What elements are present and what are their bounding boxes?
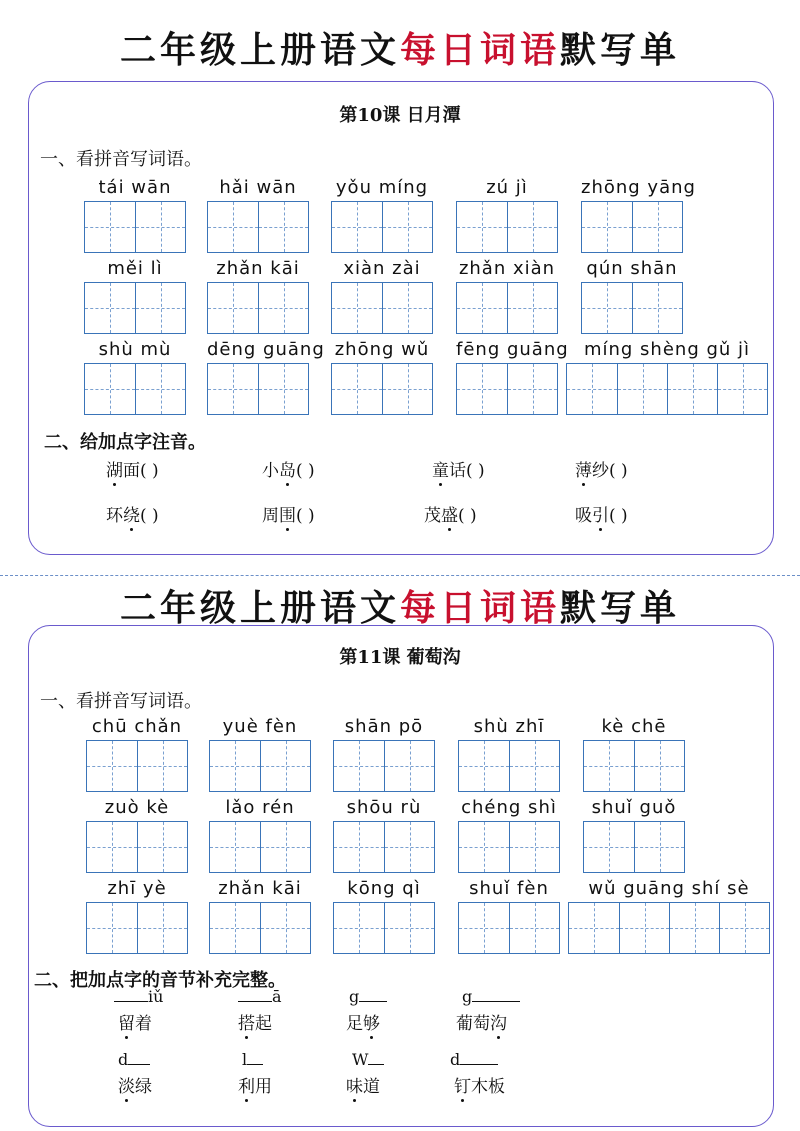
pinyin-word: zhōng yāng bbox=[581, 177, 683, 257]
annotation-item: 茂盛( ) bbox=[424, 501, 477, 526]
writing-grid[interactable] bbox=[207, 282, 309, 334]
annotation-item: 搭起 bbox=[238, 1009, 272, 1034]
pinyin-word: chū chǎn bbox=[86, 716, 188, 796]
writing-grid[interactable] bbox=[458, 902, 560, 954]
writing-grid[interactable] bbox=[333, 740, 435, 792]
writing-grid[interactable] bbox=[209, 821, 311, 873]
writing-grid[interactable] bbox=[568, 902, 770, 954]
pinyin-word: chéng shì bbox=[458, 797, 560, 877]
writing-grid[interactable] bbox=[84, 282, 186, 334]
cut-line-divider bbox=[0, 575, 800, 576]
pinyin-word: shuǐ fèn bbox=[458, 878, 560, 958]
pinyin-word: qún shān bbox=[581, 258, 683, 338]
pinyin-word: zhǎn kāi bbox=[207, 258, 309, 338]
syllable-hint[interactable]: g bbox=[462, 987, 520, 1006]
writing-grid[interactable] bbox=[86, 821, 188, 873]
pinyin-word: yǒu míng bbox=[331, 177, 433, 257]
writing-grid[interactable] bbox=[209, 740, 311, 792]
pinyin-word: fēng guāng bbox=[456, 339, 558, 419]
writing-grid[interactable] bbox=[333, 821, 435, 873]
annotation-item: 环绕( ) bbox=[106, 501, 159, 526]
pinyin-word: míng shèng gǔ jì bbox=[566, 339, 768, 419]
pinyin-word: shān pō bbox=[333, 716, 435, 796]
writing-grid[interactable] bbox=[566, 363, 768, 415]
syllable-hint[interactable]: iǔ bbox=[114, 987, 163, 1006]
pinyin-word: kōng qì bbox=[333, 878, 435, 958]
pinyin-word: hǎi wān bbox=[207, 177, 309, 257]
writing-grid[interactable] bbox=[581, 201, 683, 253]
annotation-item: 童话( ) bbox=[432, 456, 485, 481]
writing-grid[interactable] bbox=[333, 902, 435, 954]
writing-grid[interactable] bbox=[209, 902, 311, 954]
annotation-item: 薄纱( ) bbox=[575, 456, 628, 481]
pinyin-word: dēng guāng bbox=[207, 339, 309, 419]
annotation-item: 留着 bbox=[118, 1009, 152, 1034]
writing-grid[interactable] bbox=[86, 740, 188, 792]
syllable-hint[interactable]: ā bbox=[238, 987, 282, 1006]
lesson-title: 第11课 葡萄沟 bbox=[339, 647, 461, 668]
writing-grid[interactable] bbox=[456, 363, 558, 415]
annotation-item: 吸引( ) bbox=[575, 501, 628, 526]
writing-grid[interactable] bbox=[331, 282, 433, 334]
pinyin-word: zhǎn xiàn bbox=[456, 258, 558, 338]
writing-grid[interactable] bbox=[84, 201, 186, 253]
pinyin-word: měi lì bbox=[84, 258, 186, 338]
pinyin-word: zhī yè bbox=[86, 878, 188, 958]
pinyin-word: zhǎn kāi bbox=[209, 878, 311, 958]
pinyin-word: shuǐ guǒ bbox=[583, 797, 685, 877]
annotation-item: 味道 bbox=[346, 1072, 380, 1097]
writing-grid[interactable] bbox=[331, 363, 433, 415]
syllable-hint[interactable]: d bbox=[118, 1050, 150, 1069]
writing-grid[interactable] bbox=[458, 740, 560, 792]
pinyin-word: shōu rù bbox=[333, 797, 435, 877]
pinyin-word: kè chē bbox=[583, 716, 685, 796]
annotation-item: 小岛( ) bbox=[262, 456, 315, 481]
section-heading: 二、给加点字注音。 bbox=[44, 432, 206, 453]
pinyin-word: xiàn zài bbox=[331, 258, 433, 338]
pinyin-word: lǎo rén bbox=[209, 797, 311, 877]
writing-grid[interactable] bbox=[86, 902, 188, 954]
pinyin-word: zhōng wǔ bbox=[331, 339, 433, 419]
pinyin-word: tái wān bbox=[84, 177, 186, 257]
syllable-hint[interactable]: W bbox=[352, 1050, 384, 1069]
pinyin-word: shù mù bbox=[84, 339, 186, 419]
sheet-title: 二年级上册语文每日词语默写单 bbox=[119, 29, 681, 71]
writing-grid[interactable] bbox=[583, 740, 685, 792]
writing-grid[interactable] bbox=[456, 282, 558, 334]
annotation-item: 足够 bbox=[346, 1009, 380, 1034]
section-heading: 一、看拼音写词语。 bbox=[40, 149, 202, 170]
section-heading: 一、看拼音写词语。 bbox=[40, 691, 202, 712]
pinyin-word: zuò kè bbox=[86, 797, 188, 877]
writing-grid[interactable] bbox=[583, 821, 685, 873]
writing-grid[interactable] bbox=[458, 821, 560, 873]
pinyin-word: wǔ guāng shí sè bbox=[568, 878, 770, 958]
pinyin-word: shù zhī bbox=[458, 716, 560, 796]
syllable-hint[interactable]: l bbox=[242, 1050, 263, 1069]
writing-grid[interactable] bbox=[581, 282, 683, 334]
writing-grid[interactable] bbox=[456, 201, 558, 253]
pinyin-word: zú jì bbox=[456, 177, 558, 257]
writing-grid[interactable] bbox=[207, 201, 309, 253]
annotation-item: 湖面( ) bbox=[106, 456, 159, 481]
annotation-item: 利用 bbox=[238, 1072, 272, 1097]
syllable-hint[interactable]: d bbox=[450, 1050, 498, 1069]
annotation-item: 淡绿 bbox=[118, 1072, 152, 1097]
lesson-title: 第10课 日月潭 bbox=[339, 105, 461, 126]
annotation-item: 周围( ) bbox=[262, 501, 315, 526]
syllable-hint[interactable]: g bbox=[349, 987, 387, 1006]
annotation-item: 葡萄沟 bbox=[456, 1009, 507, 1034]
writing-grid[interactable] bbox=[331, 201, 433, 253]
pinyin-word: yuè fèn bbox=[209, 716, 311, 796]
annotation-item: 钉木板 bbox=[454, 1072, 505, 1097]
sheet-title: 二年级上册语文每日词语默写单 bbox=[119, 587, 681, 629]
writing-grid[interactable] bbox=[207, 363, 309, 415]
writing-grid[interactable] bbox=[84, 363, 186, 415]
section-heading: 二、把加点字的音节补充完整。 bbox=[34, 970, 286, 991]
